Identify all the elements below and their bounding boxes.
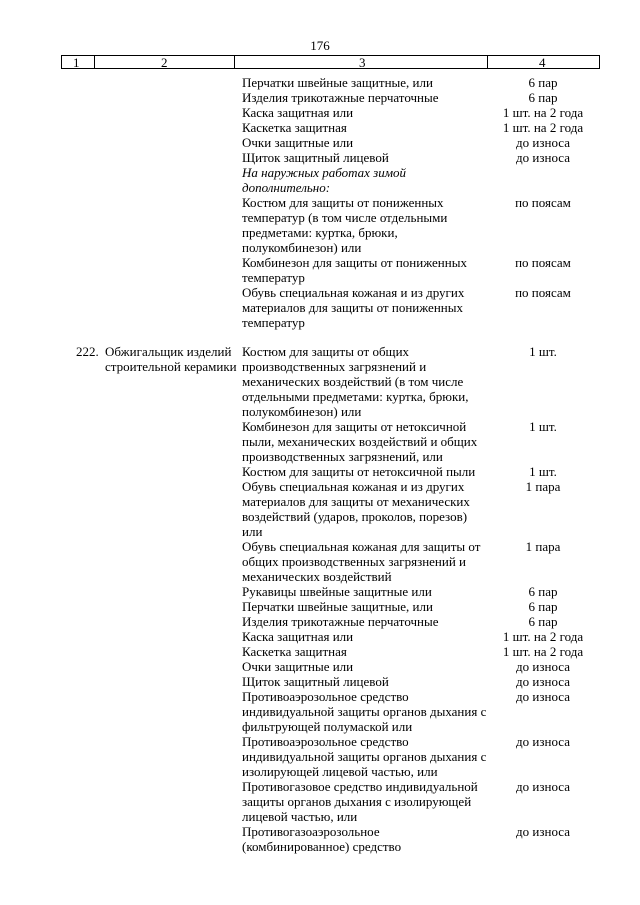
item-norm: 6 пар	[528, 90, 558, 105]
item-name: Очки защитные или	[242, 659, 354, 674]
item-norm: 6 пар	[528, 584, 558, 599]
item-name: Изделия трикотажные перчаточные	[242, 90, 439, 105]
item-name: Комбинезон для защиты от нетоксичной пыли, механических воздействий и общих производственных загрязнений, или	[242, 419, 478, 464]
item-norm: до износа	[516, 779, 570, 794]
table-row	[0, 464, 640, 479]
entry-items	[0, 344, 640, 854]
column-divider	[94, 56, 95, 68]
header-col-1: 1	[73, 55, 80, 70]
item-norm: 1 шт. на 2 года	[502, 120, 584, 135]
column-divider	[234, 56, 235, 68]
table-row	[0, 285, 640, 330]
table-row	[0, 90, 640, 105]
item-norm: 6 пар	[528, 599, 558, 614]
item-norm: 1 шт. на 2 года	[502, 644, 584, 659]
item-norm: 6 пар	[528, 614, 558, 629]
table-row	[0, 419, 640, 464]
item-norm: до износа	[516, 689, 570, 704]
page-number: 176	[310, 38, 330, 53]
item-name: Комбинезон для защиты от пониженных температур	[242, 255, 467, 285]
row-gap	[0, 330, 640, 344]
table-row	[0, 255, 640, 285]
item-name: Щиток защитный лицевой	[242, 150, 389, 165]
item-name: Противоаэрозольное средство индивидуальной защиты органов дыхания с изолирующей лицевой частью, или	[242, 734, 487, 779]
table-row	[0, 195, 640, 255]
item-name: Каска защитная или	[242, 629, 354, 644]
table-row	[0, 674, 640, 689]
table-row	[0, 659, 640, 674]
item-norm: 1 шт.	[529, 464, 557, 479]
table-row	[0, 344, 640, 419]
header-col-4: 4	[539, 55, 546, 70]
table-row	[0, 165, 640, 195]
table-row	[0, 779, 640, 824]
table-row	[0, 150, 640, 165]
item-name: Щиток защитный лицевой	[242, 674, 389, 689]
item-norm: 1 шт.	[529, 419, 557, 434]
table-body	[0, 75, 640, 854]
item-name: Обувь специальная кожаная и из других материалов для защиты от пониженных температур	[242, 285, 465, 330]
item-name: Противоаэрозольное средство индивидуальной защиты органов дыхания с фильтрующей полумаской или	[242, 689, 487, 734]
item-norm: до износа	[516, 734, 570, 749]
item-norm: 1 шт. на 2 года	[502, 105, 584, 120]
entry-number: 222.	[76, 344, 99, 359]
item-name: На наружных работах зимой дополнительно:	[242, 165, 407, 195]
table-row	[0, 644, 640, 659]
item-norm: по поясам	[515, 195, 571, 210]
header-col-3: 3	[359, 55, 366, 70]
table-row	[0, 689, 640, 734]
item-norm: 1 шт. на 2 года	[502, 629, 584, 644]
item-name: Костюм для защиты от нетоксичной пыли	[242, 464, 476, 479]
profession-name: Обжигальщик изделий строительной керамики	[105, 344, 237, 374]
table-row	[0, 734, 640, 779]
item-norm: до износа	[516, 674, 570, 689]
item-name: Противогазоаэрозольное (комбинированное) средство	[242, 824, 402, 854]
item-name: Очки защитные или	[242, 135, 354, 150]
item-name: Обувь специальная кожаная и из других материалов для защиты от механических воздействий (ударов, проколов, порезов) или	[242, 479, 470, 539]
item-norm: по поясам	[515, 255, 571, 270]
table-row	[0, 479, 640, 539]
item-name: Перчатки швейные защитные, или	[242, 75, 433, 90]
item-name: Каскетка защитная	[242, 120, 347, 135]
item-norm: 6 пар	[528, 75, 558, 90]
item-name: Противогазовое средство индивидуальной защиты органов дыхания с изолирующей лицевой частью, или	[242, 779, 478, 824]
item-norm: 1 пара	[525, 479, 561, 494]
item-norm: до износа	[516, 150, 570, 165]
item-norm: по поясам	[515, 285, 571, 300]
item-name: Каскетка защитная	[242, 644, 347, 659]
item-name: Обувь специальная кожаная для защиты от общих производственных загрязнений и механических воздействий	[242, 539, 481, 584]
item-name: Перчатки швейные защитные, или	[242, 599, 433, 614]
table-row	[0, 539, 640, 584]
table-row	[0, 584, 640, 599]
item-name: Каска защитная или	[242, 105, 354, 120]
header-col-2: 2	[161, 55, 168, 70]
item-norm: 1 шт.	[529, 344, 557, 359]
table-row	[0, 135, 640, 150]
table-header	[61, 55, 600, 69]
continuation-rows	[0, 75, 640, 330]
table-row	[0, 629, 640, 644]
item-norm: до износа	[516, 135, 570, 150]
item-name: Изделия трикотажные перчаточные	[242, 614, 439, 629]
table-row	[0, 824, 640, 854]
item-name: Костюм для защиты от пониженных температур (в том числе отдельными предметами: куртка, брюки, полукомбинезон) или	[242, 195, 448, 255]
table-row	[0, 599, 640, 614]
table-row	[0, 75, 640, 90]
item-name: Рукавицы швейные защитные или	[242, 584, 432, 599]
table-row	[0, 614, 640, 629]
item-norm: до износа	[516, 824, 570, 839]
item-name: Костюм для защиты от общих производственных загрязнений и механических воздействий (в том числе отдельными предметами: куртка, брюки, полукомбинезон) или	[242, 344, 469, 419]
table-row	[0, 120, 640, 135]
table-row	[0, 105, 640, 120]
item-norm: до износа	[516, 659, 570, 674]
item-norm: 1 пара	[525, 539, 561, 554]
column-divider	[487, 56, 488, 68]
profession-entry	[0, 344, 640, 854]
